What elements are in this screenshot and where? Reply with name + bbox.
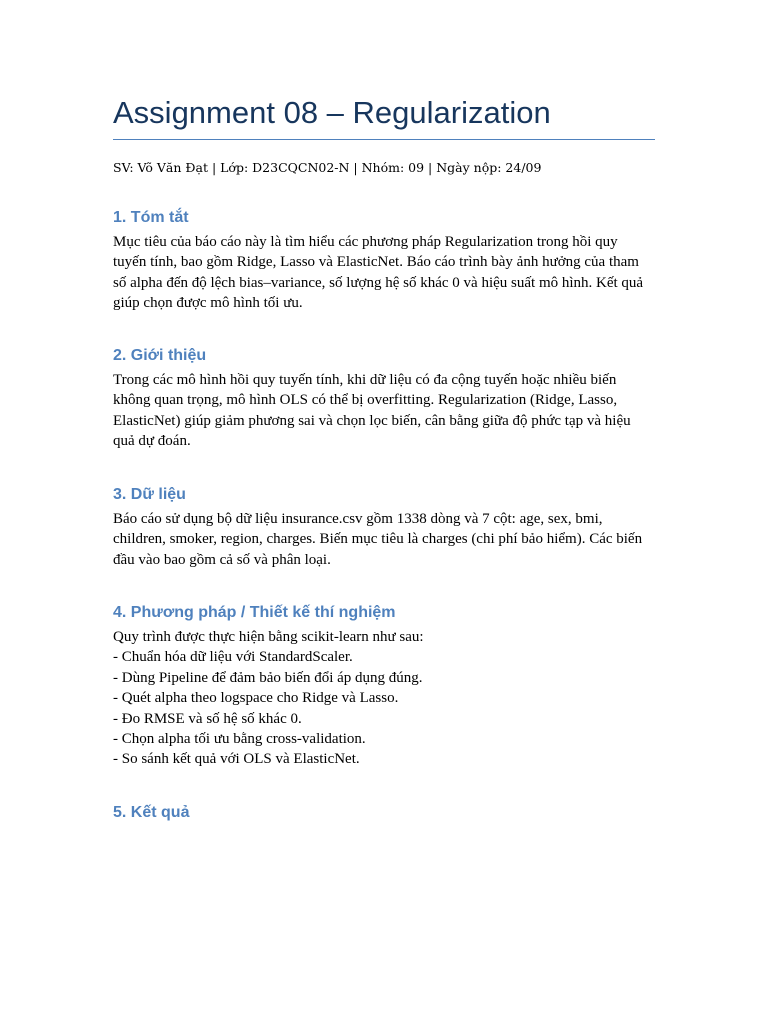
section-heading-data: 3. Dữ liệu: [113, 486, 186, 503]
paragraph-line: Mục tiêu của báo cáo này là tìm hiểu các phương pháp Regularization trong hồi quy: [113, 234, 618, 250]
paragraph-line: giúp chọn được mô hình tối ưu.: [113, 295, 303, 312]
paragraph-line: Trong các mô hình hồi quy tuyến tính, khi dữ liệu có đa cộng tuyến hoặc nhiều biến: [113, 372, 617, 388]
paragraph-line: children, smoker, region, charges. Biến mục tiêu là charges (chi phí bảo hiểm). Các biến: [113, 531, 643, 548]
paragraph-line: đầu vào bao gồm cả số và phân loại.: [113, 551, 331, 568]
section-heading-results: 5. Kết quả: [113, 804, 190, 821]
section-paragraph-introduction: [113, 370, 631, 452]
section-paragraph-method: [113, 627, 424, 770]
student-info-line: SV: Võ Văn Đạt | Lớp: D23CQCN02-N | Nhóm: 09 | Ngày nộp: 24/09: [113, 160, 542, 175]
section-paragraph-data: [113, 509, 642, 570]
section-heading-summary: 1. Tóm tắt: [113, 209, 189, 226]
document-title: Assignment 08 – Regularization: [113, 95, 551, 130]
section-heading-introduction: 2. Giới thiệu: [113, 347, 207, 364]
paragraph-line: ElasticNet) giúp giảm phương sai và chọn lọc biến, cân bằng giữa độ phức tạp và hiệu: [113, 412, 631, 429]
list-item: - Dùng Pipeline để đảm bảo biến đổi áp dụng đúng.: [113, 669, 423, 686]
list-item: - Chọn alpha tối ưu bằng cross-validation.: [113, 731, 366, 748]
list-item: - Đo RMSE và số hệ số khác 0.: [113, 710, 302, 727]
section-paragraph-summary: [113, 232, 643, 314]
list-item: - Quét alpha theo logspace cho Ridge và Lasso.: [113, 690, 399, 707]
paragraph-line: quả dự đoán.: [113, 433, 191, 450]
paragraph-line: không quan trọng, mô hình OLS có thể bị overfitting. Regularization (Ridge, Lasso,: [113, 392, 618, 409]
paragraph-line: Báo cáo sử dụng bộ dữ liệu insurance.csv gồm 1338 dòng và 7 cột: age, sex, bmi,: [113, 511, 603, 527]
list-item: - So sánh kết quả với OLS và ElasticNet.: [113, 751, 360, 768]
list-item: - Chuẩn hóa dữ liệu với StandardScaler.: [113, 649, 353, 666]
title-underline: [113, 139, 655, 140]
paragraph-line: số alpha đến độ lệch bias–variance, số lượng hệ số khác 0 và hiệu suất mô hình. Kết quả: [113, 274, 644, 291]
paragraph-line: tuyến tính, bao gồm Ridge, Lasso và ElasticNet. Báo cáo trình bày ảnh hưởng của tham: [113, 254, 639, 271]
paragraph-line: Quy trình được thực hiện bằng scikit-learn như sau:: [113, 629, 424, 645]
section-heading-method: 4. Phương pháp / Thiết kế thí nghiệm: [113, 604, 396, 621]
